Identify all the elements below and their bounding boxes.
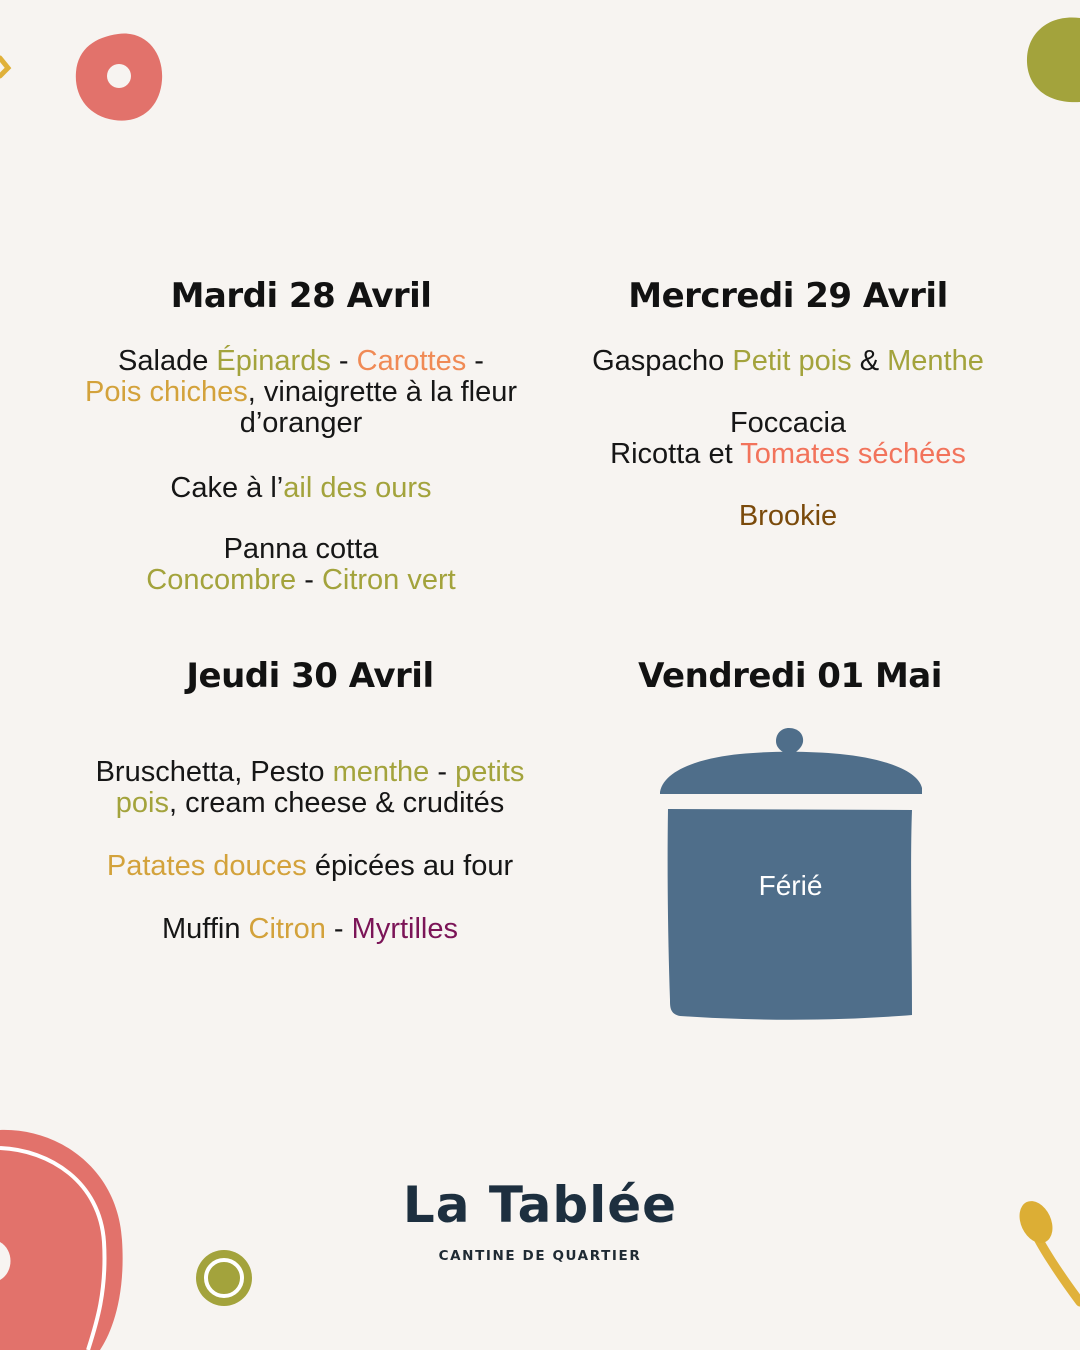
dish-text: d’oranger: [239, 407, 363, 439]
logo-title: La Tablée: [402, 1176, 678, 1234]
ingredient-highlight: Patates douces: [106, 850, 307, 882]
dish-line: [46, 408, 556, 439]
dish-line: [60, 757, 560, 788]
ingredient-highlight: Citron: [248, 913, 326, 945]
ingredient-highlight: menthe: [332, 756, 430, 788]
dish-item: [46, 534, 556, 596]
ingredient-highlight: Petit pois: [732, 345, 852, 377]
ingredient-highlight: Concombre: [146, 564, 297, 596]
brand-logo: [400, 1170, 680, 1264]
spoon-icon: [1013, 1196, 1080, 1302]
ring-bottom-left-icon: [196, 1250, 252, 1306]
day-card-friday: [590, 656, 990, 716]
dish-line: [46, 377, 556, 408]
dish-line: [60, 914, 560, 945]
dish-text: épicées au four: [306, 850, 514, 882]
dish-text: -: [296, 564, 322, 596]
ingredient-highlight: ail des ours: [283, 472, 432, 504]
dish-text: -: [466, 345, 484, 377]
dish-item: [570, 501, 1006, 532]
dish-item: [570, 346, 1006, 377]
dish-text: Panna cotta: [223, 533, 379, 565]
dish-text: Muffin: [162, 913, 249, 945]
ingredient-highlight: Épinards: [216, 345, 331, 377]
dish-text: -: [325, 913, 352, 945]
dish-text: Bruschetta, Pesto: [95, 756, 333, 788]
ingredient-highlight: petits: [455, 756, 525, 788]
dish-text: Ricotta et: [610, 438, 741, 470]
plate-bottom-left-icon: [0, 1130, 123, 1350]
dish-line: [46, 346, 556, 377]
logo-subtitle: CANTINE DE QUARTIER: [438, 1248, 642, 1264]
ingredient-highlight: Myrtilles: [351, 913, 458, 945]
day-card-tuesday: [46, 276, 556, 616]
dish-line: [46, 473, 556, 504]
dish-line: [60, 788, 560, 819]
day-title: Mercredi 29 Avril: [628, 276, 948, 316]
ingredient-highlight: Tomates séchées: [740, 438, 966, 470]
dish-line: [570, 408, 1006, 439]
dish-line: [570, 346, 1006, 377]
dish-item: [46, 473, 556, 504]
dish-text: Salade: [118, 345, 217, 377]
dish-text: Gaspacho: [592, 345, 733, 377]
day-card-thursday: [60, 656, 560, 956]
dish-item: [60, 914, 560, 945]
holiday-label: Férié: [758, 870, 823, 901]
dish-line: [60, 851, 560, 882]
dish-item: [60, 757, 560, 819]
ingredient-highlight: Carottes: [356, 345, 467, 377]
donut-top-left-icon: [76, 34, 162, 121]
ingredient-highlight: Menthe: [887, 345, 984, 377]
dish-text: , cream cheese & crudités: [168, 787, 505, 819]
dish-text: Cake à l’: [170, 472, 284, 504]
dish-text: -: [330, 345, 357, 377]
day-title: Vendredi 01 Mai: [638, 656, 942, 696]
day-card-wednesday: [570, 276, 1006, 576]
day-title: Mardi 28 Avril: [170, 276, 432, 316]
dish-line: [46, 565, 556, 596]
dish-item: [46, 346, 556, 439]
dish-line: [570, 501, 1006, 532]
day-title: Jeudi 30 Avril: [186, 656, 434, 696]
ingredient-highlight: pois: [115, 787, 169, 819]
dish-item: [60, 851, 560, 882]
dish-item: [570, 408, 1006, 470]
dish-text: &: [851, 345, 888, 377]
ingredient-highlight: Citron vert: [321, 564, 456, 596]
dish-text: Foccacia: [729, 407, 847, 439]
ingredient-highlight: Brookie: [738, 500, 838, 532]
dish-line: [46, 534, 556, 565]
ingredient-highlight: Pois chiches: [84, 376, 248, 408]
dish-text: -: [429, 756, 456, 788]
dish-text: , vinaigrette à la fleur: [247, 376, 517, 408]
dish-line: [570, 439, 1006, 470]
